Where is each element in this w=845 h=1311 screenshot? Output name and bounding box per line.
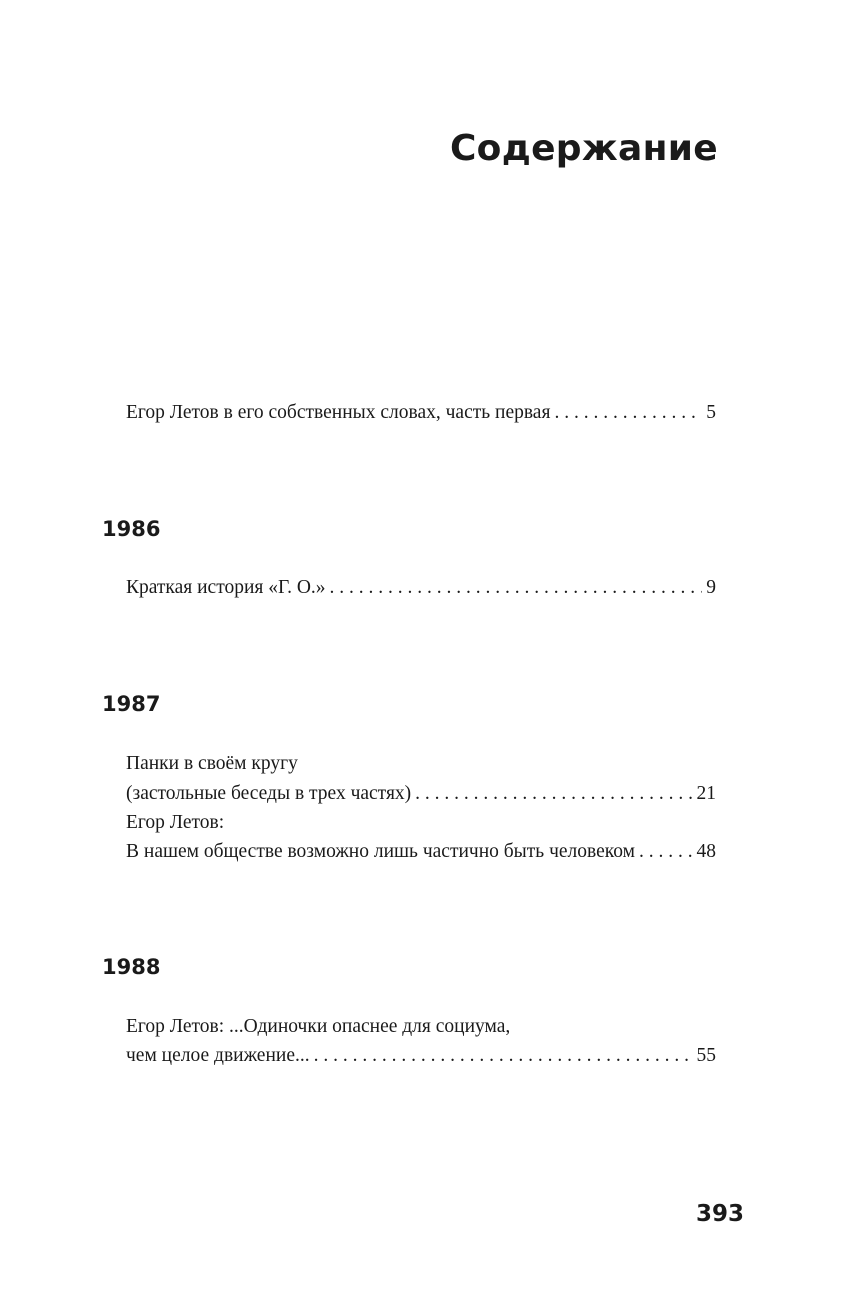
toc-entry-title: В нашем обществе возможно лишь частично быть человеком xyxy=(126,841,635,862)
section-year-1988: 1988 xyxy=(102,955,161,979)
toc-entry-title-line[interactable]: Егор Летов: xyxy=(126,812,225,833)
toc-entry-title-line[interactable]: Панки в своём кругу xyxy=(126,753,298,774)
toc-entry-page: 21 xyxy=(696,783,716,804)
dot-leader xyxy=(554,400,702,426)
toc-entry[interactable] xyxy=(126,575,716,601)
toc-entry-page: 9 xyxy=(706,577,716,598)
toc-entry-title-line[interactable]: Егор Летов: ...Одиночки опаснее для социума, xyxy=(126,1016,511,1037)
toc-entry-title: (застольные беседы в трех частях) xyxy=(126,783,412,804)
toc-entry-title: чем целое движение... xyxy=(126,1045,310,1066)
dot-leader xyxy=(330,575,703,601)
toc-entry-title: Егор Летов в его собственных словах, часть первая xyxy=(126,402,551,423)
toc-entry[interactable] xyxy=(126,839,716,865)
dot-leader xyxy=(639,839,693,865)
toc-entry-page: 48 xyxy=(696,841,716,862)
dot-leader xyxy=(415,781,692,807)
toc-entry[interactable] xyxy=(126,1043,716,1069)
toc-entry[interactable] xyxy=(126,781,716,807)
section-year-1987: 1987 xyxy=(102,692,161,716)
toc-entry-title: Краткая история «Г. О.» xyxy=(126,577,326,598)
section-year-1986: 1986 xyxy=(102,517,161,541)
toc-entry-page: 5 xyxy=(706,402,716,423)
page-number: 393 xyxy=(695,1201,744,1227)
toc-entry-page: 55 xyxy=(696,1045,716,1066)
dot-leader xyxy=(314,1043,693,1069)
toc-entry-intro[interactable] xyxy=(126,400,716,426)
page-title: Содержание xyxy=(449,128,718,169)
